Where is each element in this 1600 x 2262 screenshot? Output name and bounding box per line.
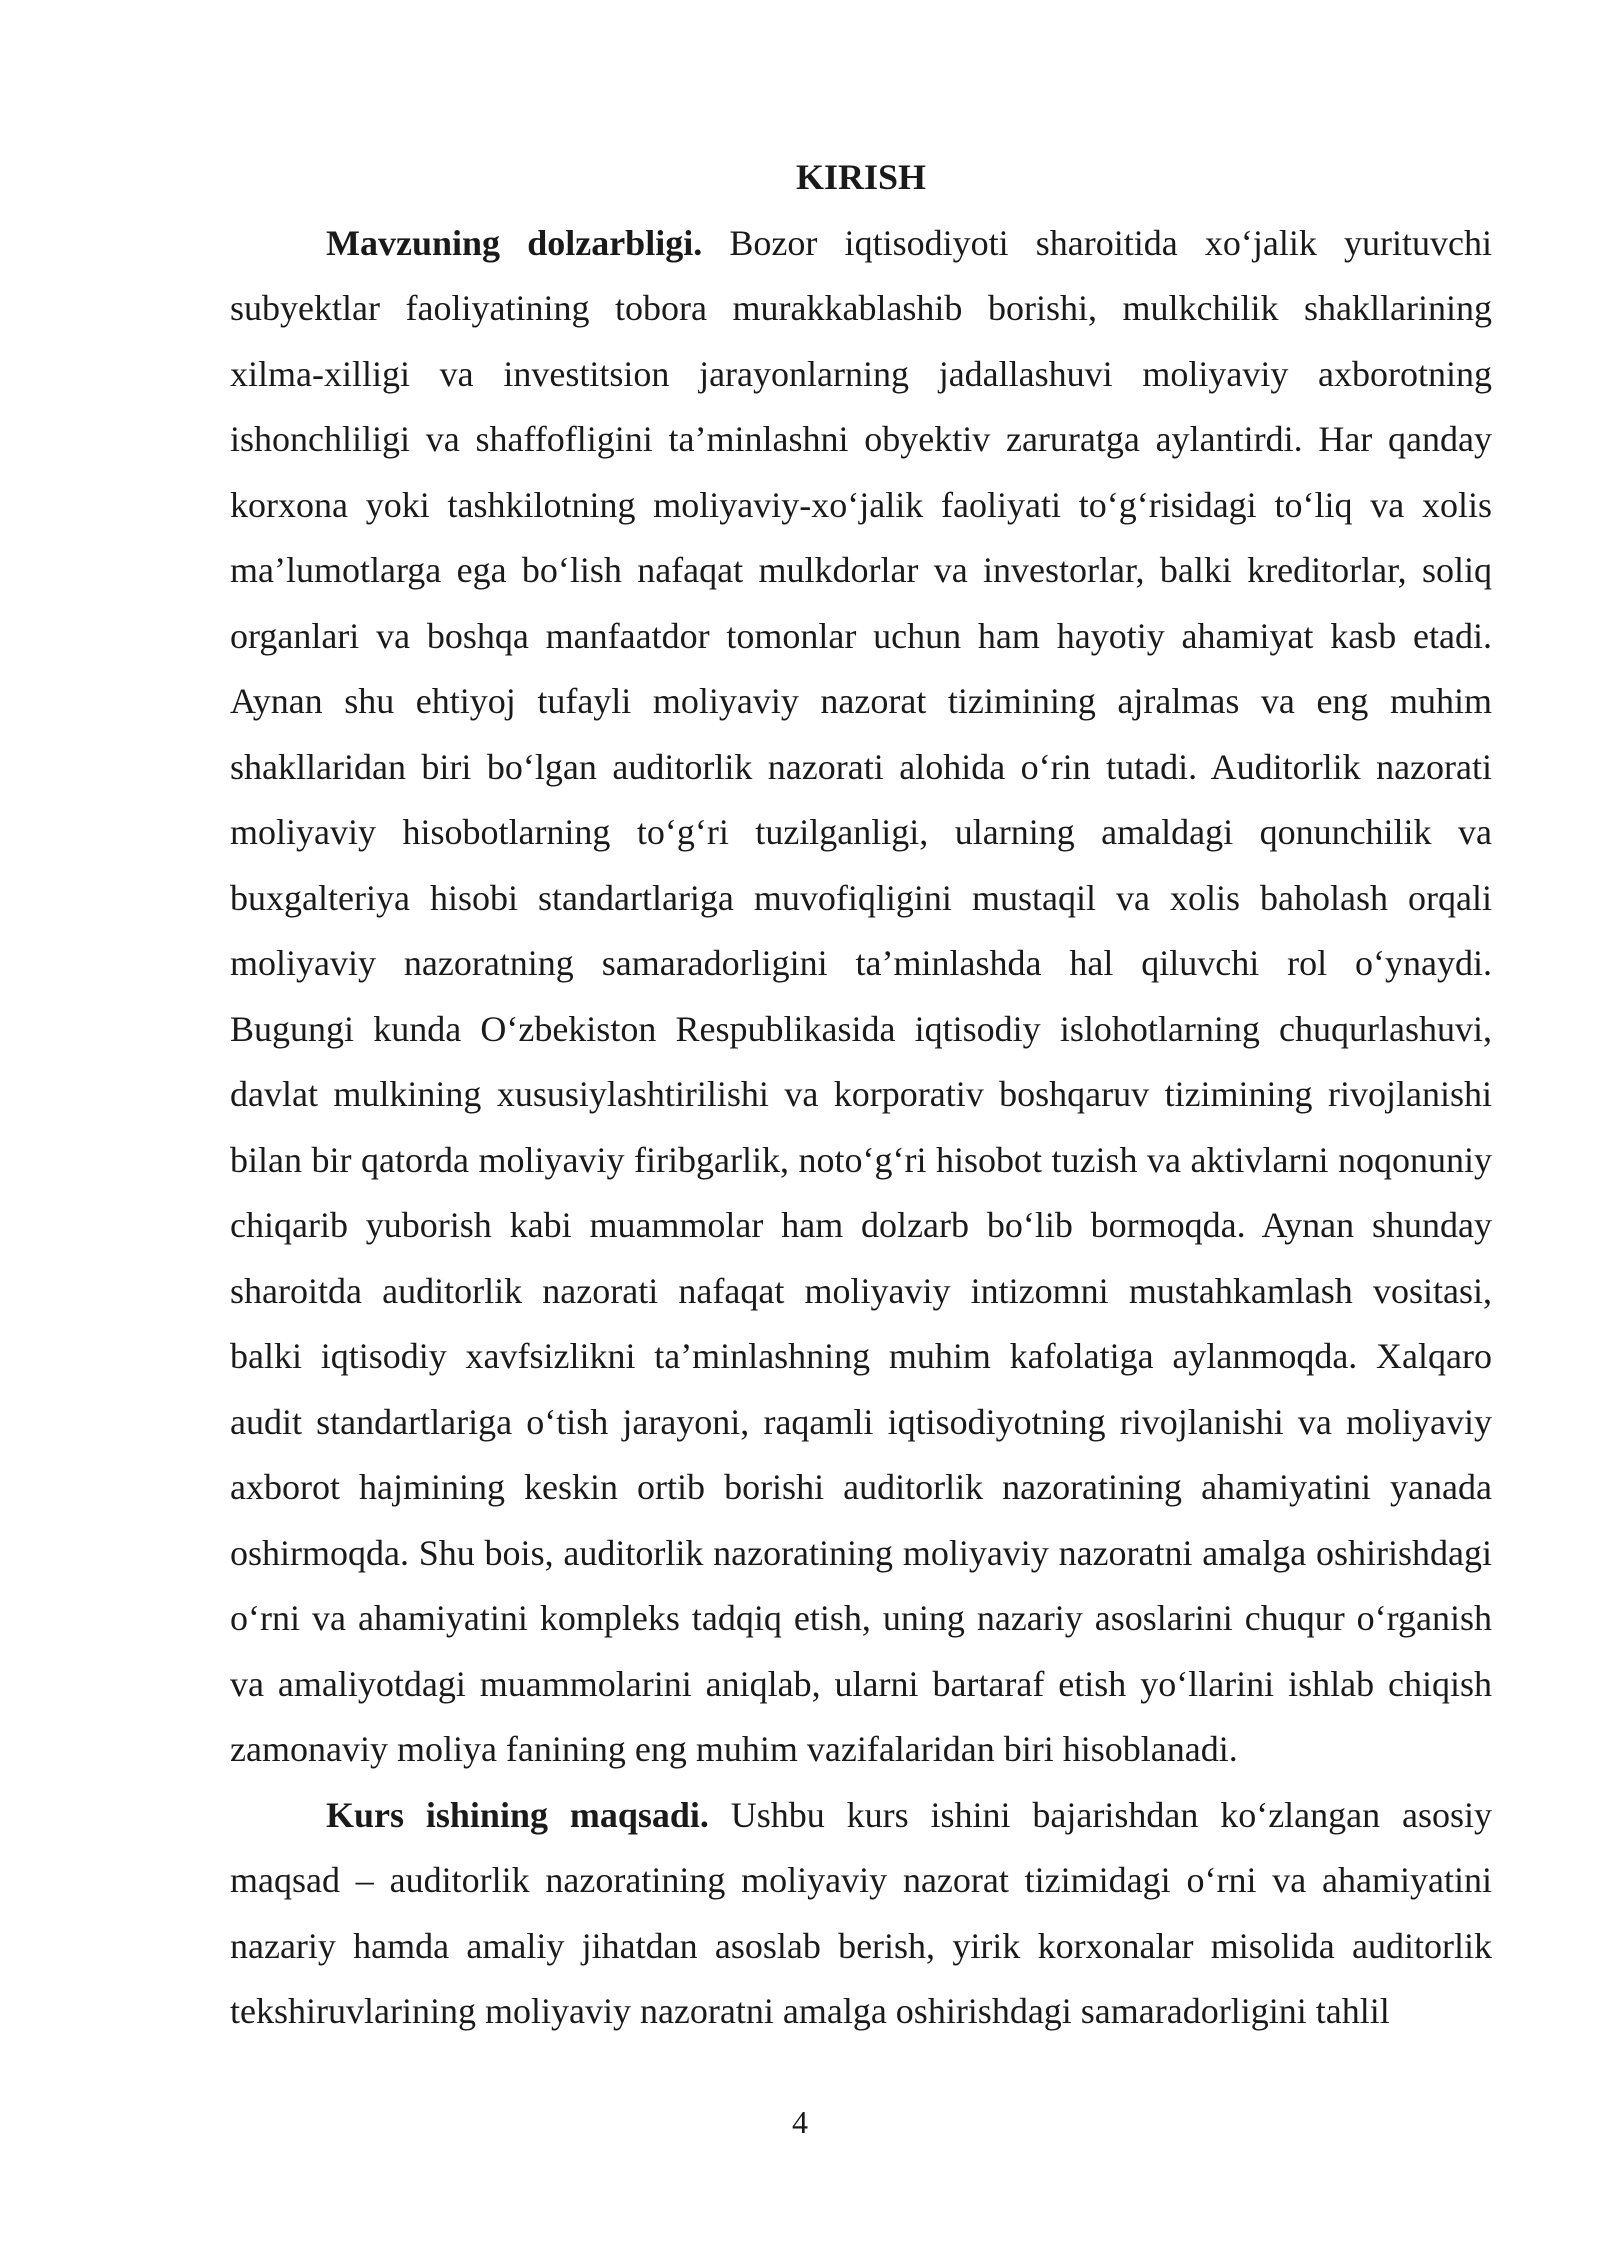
paragraph-text: Ushbu kurs ishini bajarishdan ko‘zlangan asosiy maqsad – auditorlik nazoratining moliyaviy nazorat tizimidagi o‘rni va ahamiyatini nazariy hamda amaliy jihatdan asoslab berish, yirik korxonalar misolida auditorlik tekshiruvlarining moliyaviy nazoratni amalga oshirishdagi samaradorligini tahlil (230, 1794, 1493, 2031)
paragraph-lead: Kurs ishining maqsadi. (326, 1794, 709, 1835)
paragraph-lead: Mavzuning dolzarbligi. (326, 222, 703, 263)
paragraph-aim (230, 1783, 1492, 2045)
paragraph-text: Bozor iqtisodiyoti sharoitida xo‘jalik yurituvchi subyektlar faoliyatining tobora murakkablashib borishi, mulkchilik shakllarining xilma-xilligi va investitsion jarayonlarning jadallashuvi moliyaviy axborotning ishonchliligi va shaffofligini ta’minlashni obyektiv zaruratga aylantirdi. Har qanday korxona yoki tashkilotning moliyaviy-xo‘jalik faoliyati to‘g‘risidagi to‘liq va xolis ma’lumotlarga ega bo‘lish nafaqat mulkdorlar va investorlar, balki kreditorlar, soliq organlari va boshqa manfaatdor tomonlar uchun ham hayotiy ahamiyat kasb etadi. Aynan shu ehtiyoj tufayli moliyaviy nazorat tizimining ajralmas va eng muhim shakllaridan biri bo‘lgan auditorlik nazorati alohida o‘rin tutadi. Auditorlik nazorati moliyaviy hisobotlarning to‘g‘ri tuzilganligi, ularning amaldagi qonunchilik va buxgalteriya hisobi standartlariga muvofiqligini mustaqil va xolis baholash orqali moliyaviy nazoratning samaradorligini ta’minlashda hal qiluvchi rol o‘ynaydi. Bugungi kunda O‘zbekiston Respublikasida iqtisodiy islohotlarning chuqurlashuvi, davlat mulkining xususiylashtirilishi va korporativ boshqaruv tizimining rivojlanishi bilan bir qatorda moliyaviy firibgarlik, noto‘g‘ri hisobot tuzish va aktivlarni noqonuniy chiqarib yuborish kabi muammolar ham dolzarb bo‘lib bormoqda. Aynan shunday sharoitda auditorlik nazorati nafaqat moliyaviy intizomni mustahkamlash vositasi, balki iqtisodiy xavfsizlikni ta’minlashning muhim kafolatiga aylanmoqda. Xalqaro audit standartlariga o‘tish jarayoni, raqamli iqtisodiyotning rivojlanishi va moliyaviy axborot hajmining keskin ortib borishi auditorlik nazoratining ahamiyatini yanada oshirmoqda. Shu bois, auditorlik nazoratining moliyaviy nazoratni amalga oshirishdagi o‘rni va ahamiyatini kompleks tadqiq etish, uning nazariy asoslarini chuqur o‘rganish va amaliyotdagi muammolarini aniqlab, ularni bartaraf etish yo‘llarini ishlab chiqish zamonaviy moliya fanining eng muhim vazifalaridan biri hisoblanadi. (230, 222, 1493, 1769)
section-heading: KIRISH (795, 157, 927, 197)
document-body (230, 145, 1492, 2045)
paragraph-relevance (230, 211, 1492, 1783)
page-number: 4 (792, 2104, 808, 2140)
